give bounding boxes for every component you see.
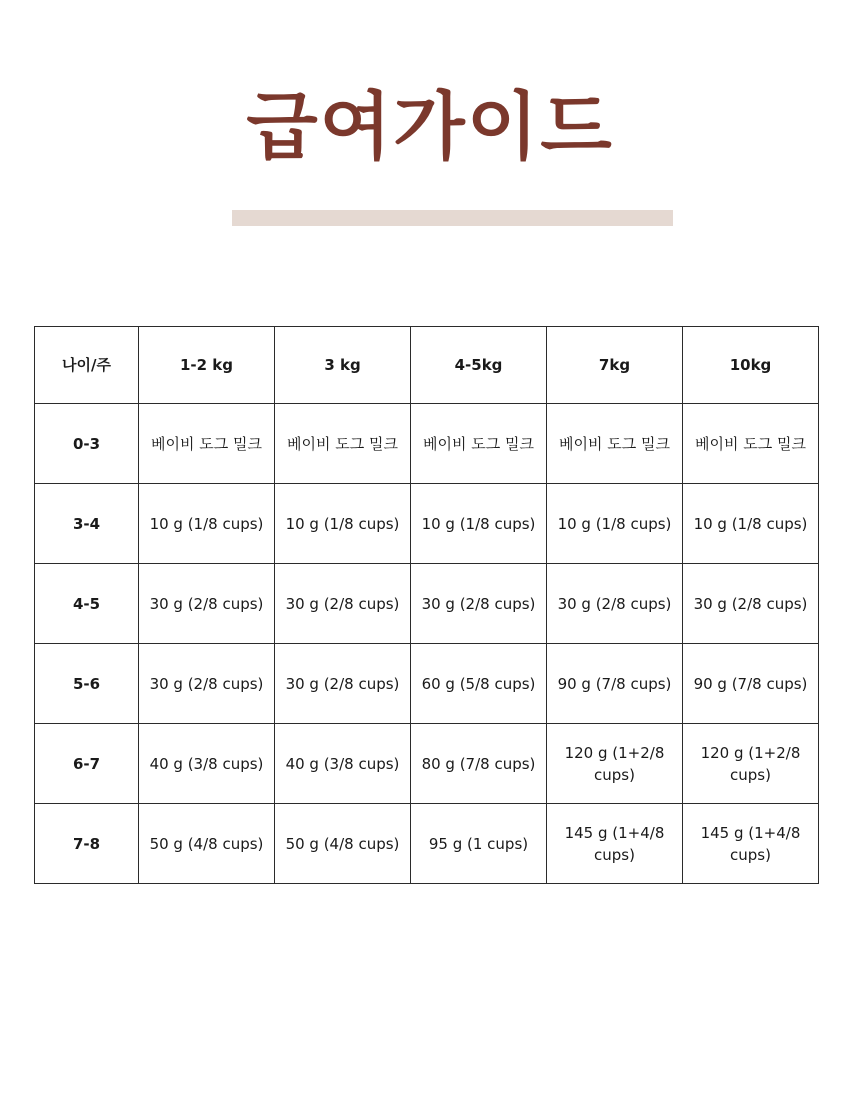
table-row (35, 484, 819, 564)
table-cell: 40 g (3/8 cups) (139, 724, 275, 804)
feeding-guide-table (34, 326, 819, 884)
table-row (35, 564, 819, 644)
table-cell: 30 g (2/8 cups) (139, 564, 275, 644)
table-cell: 40 g (3/8 cups) (275, 724, 411, 804)
table-cell: 145 g (1+4/8 cups) (683, 804, 819, 884)
table-cell: 90 g (7/8 cups) (683, 644, 819, 724)
table-cell: 90 g (7/8 cups) (547, 644, 683, 724)
table-cell: 30 g (2/8 cups) (275, 564, 411, 644)
table-cell: 10 g (1/8 cups) (275, 484, 411, 564)
table-cell: 30 g (2/8 cups) (411, 564, 547, 644)
table-cell: 120 g (1+2/8 cups) (547, 724, 683, 804)
table-row (35, 644, 819, 724)
table-cell: 10 g (1/8 cups) (683, 484, 819, 564)
header-age: 나이/주 (35, 327, 139, 404)
table-cell: 80 g (7/8 cups) (411, 724, 547, 804)
table-row (35, 804, 819, 884)
table-cell: 베이비 도그 밀크 (411, 404, 547, 484)
row-age: 7-8 (35, 804, 139, 884)
table-cell: 베이비 도그 밀크 (275, 404, 411, 484)
row-age: 6-7 (35, 724, 139, 804)
table-cell: 145 g (1+4/8 cups) (547, 804, 683, 884)
table-row (35, 724, 819, 804)
table-cell: 10 g (1/8 cups) (139, 484, 275, 564)
header-weight-10kg: 10kg (683, 327, 819, 404)
row-age: 0-3 (35, 404, 139, 484)
header-weight-7kg: 7kg (547, 327, 683, 404)
table-cell: 60 g (5/8 cups) (411, 644, 547, 724)
table-cell: 10 g (1/8 cups) (547, 484, 683, 564)
table-cell: 베이비 도그 밀크 (547, 404, 683, 484)
table-cell: 50 g (4/8 cups) (139, 804, 275, 884)
header-weight-1-2kg: 1-2 kg (139, 327, 275, 404)
table-cell: 베이비 도그 밀크 (683, 404, 819, 484)
header-weight-4-5kg: 4-5kg (411, 327, 547, 404)
table-cell: 50 g (4/8 cups) (275, 804, 411, 884)
table-cell: 30 g (2/8 cups) (139, 644, 275, 724)
row-age: 5-6 (35, 644, 139, 724)
table-cell: 30 g (2/8 cups) (683, 564, 819, 644)
table-cell: 95 g (1 cups) (411, 804, 547, 884)
table-row (35, 404, 819, 484)
table-cell: 120 g (1+2/8 cups) (683, 724, 819, 804)
row-age: 4-5 (35, 564, 139, 644)
header-weight-3kg: 3 kg (275, 327, 411, 404)
table-cell: 10 g (1/8 cups) (411, 484, 547, 564)
table-header-row (35, 327, 819, 404)
table-cell: 베이비 도그 밀크 (139, 404, 275, 484)
table-cell: 30 g (2/8 cups) (275, 644, 411, 724)
table-cell: 30 g (2/8 cups) (547, 564, 683, 644)
page-title: 급여가이드 (246, 84, 614, 170)
row-age: 3-4 (35, 484, 139, 564)
title-divider (232, 210, 673, 226)
